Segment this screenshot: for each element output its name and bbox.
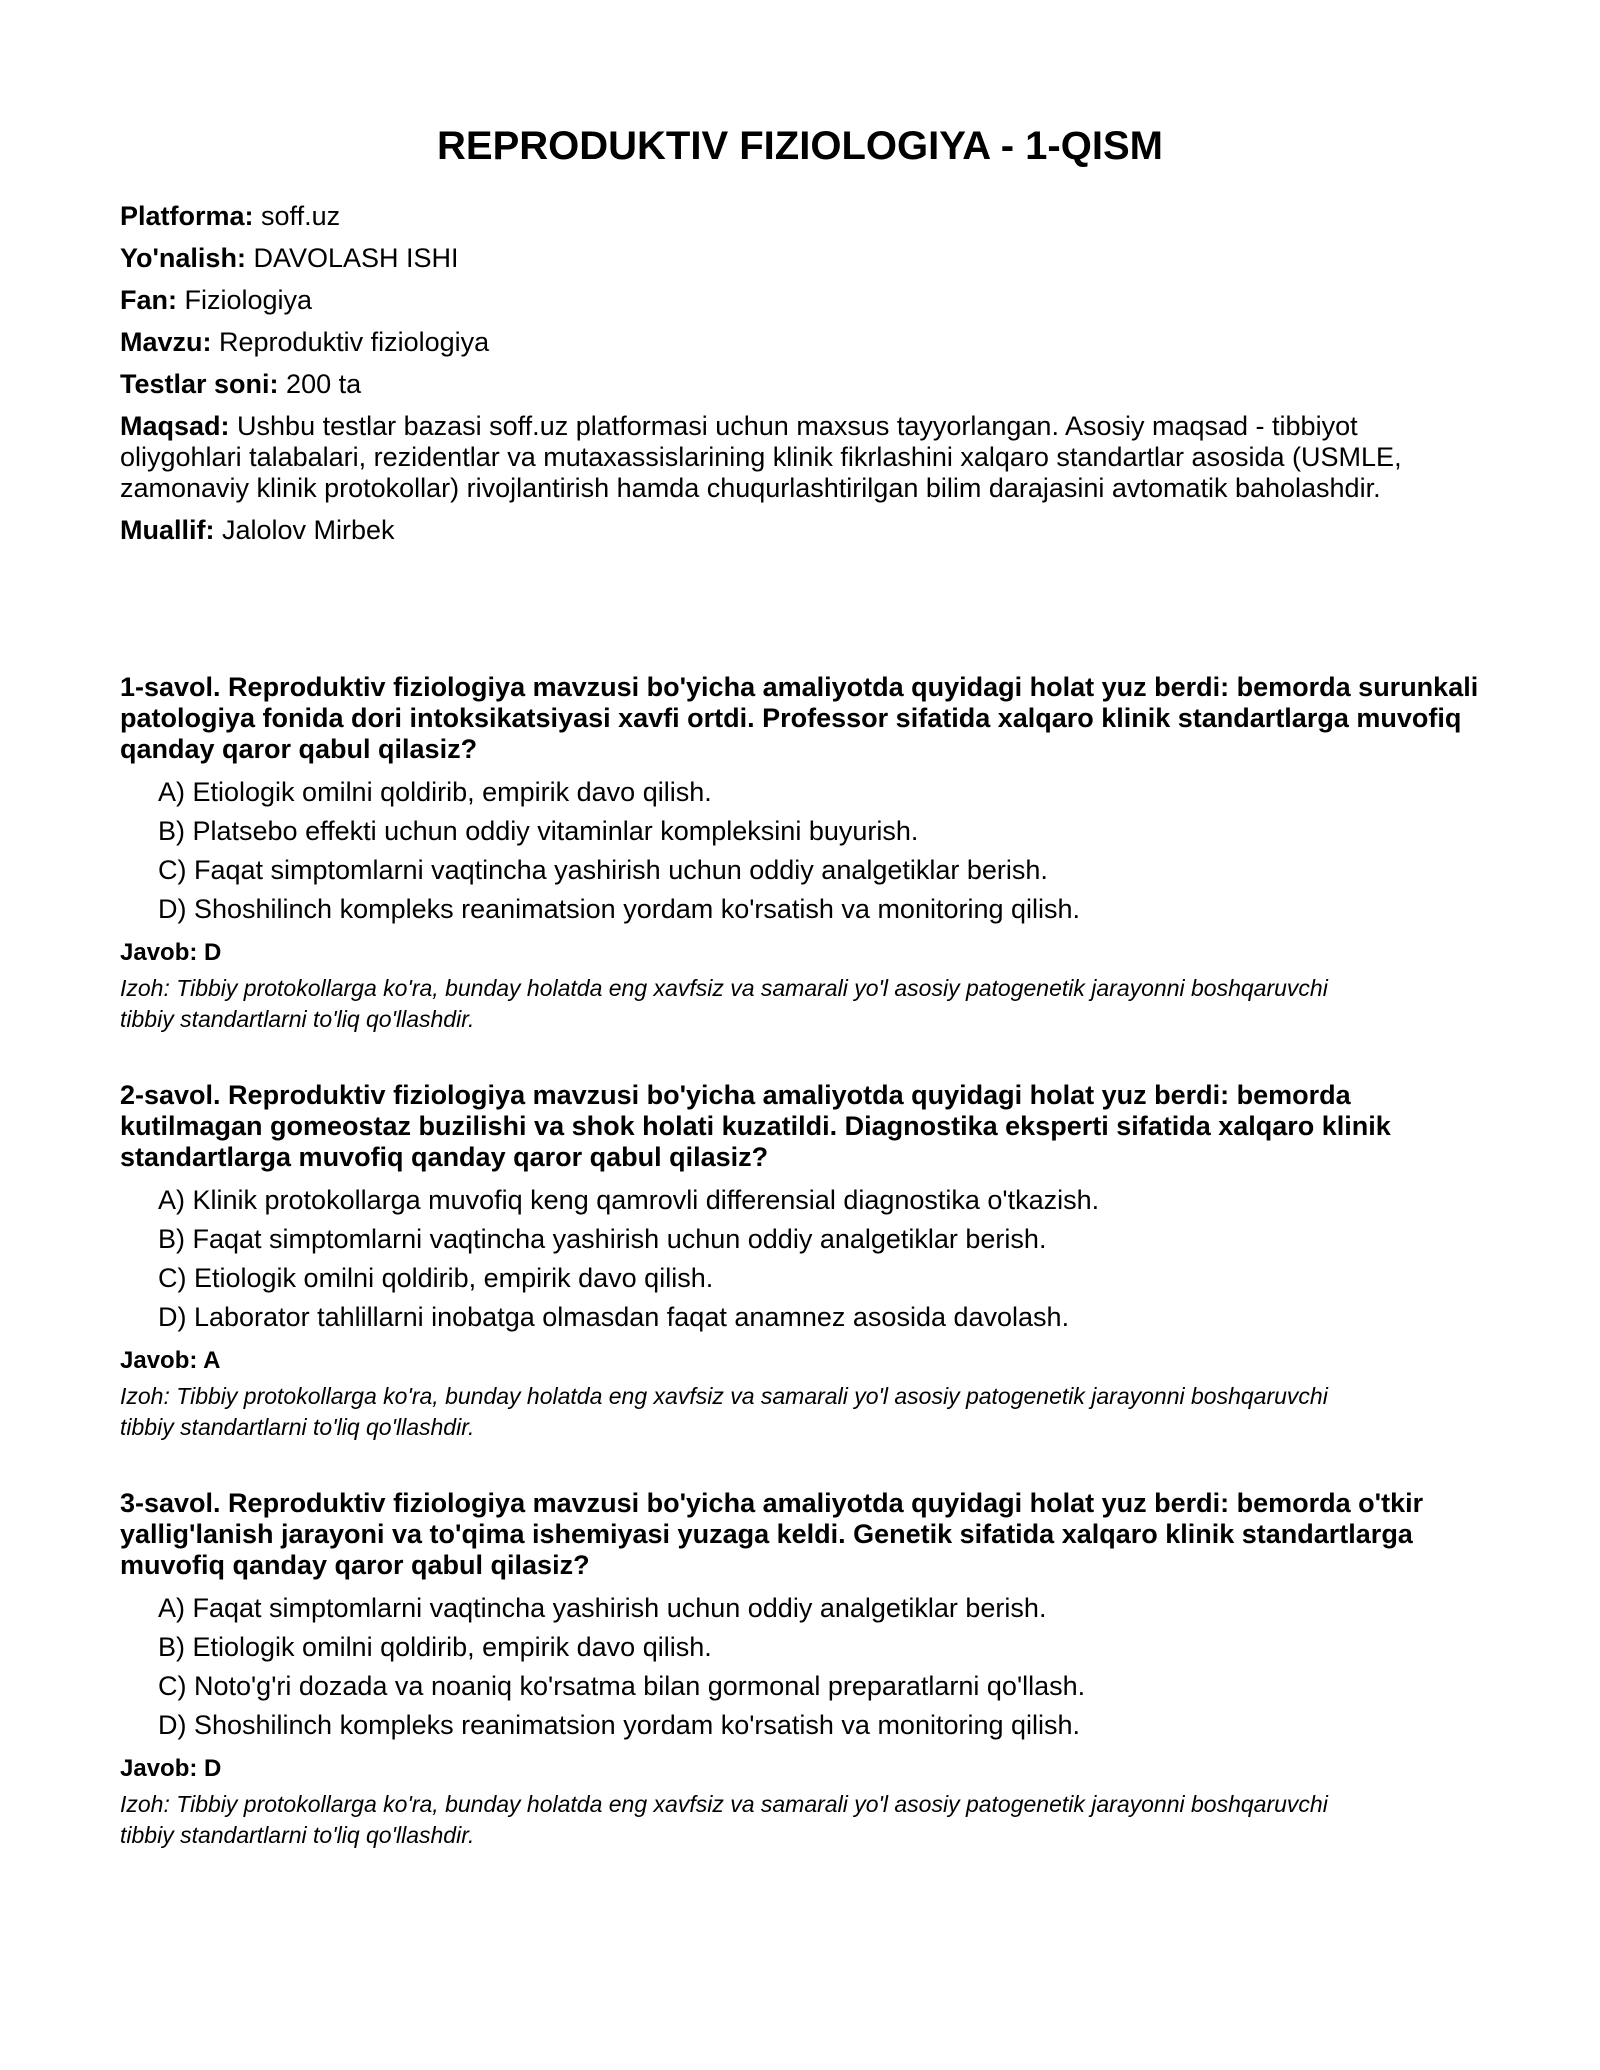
meta-muallif: [120, 515, 1460, 546]
question-block-3: [120, 1488, 1480, 1851]
option-d: D) Shoshilinch kompleks reanimatsion yordam ko'rsatish va monitoring qilish.: [158, 1710, 1081, 1740]
meta-label: Platforma:: [120, 201, 254, 231]
answer-label: Javob: D: [120, 1755, 222, 1782]
meta-value: 200 ta: [278, 369, 362, 399]
option-list: [158, 777, 1480, 925]
explanation-text: Izoh: Tibbiy protokollarga ko'ra, bunday holatda eng xavfsiz va samarali yo'l asosiy patogenetik jarayonni boshqaruvchi tibbiy standartlarni to'liq qo'llashdir.: [120, 975, 1328, 1032]
question-block-2: [120, 1080, 1480, 1443]
question-text: 3-savol. Reproduktiv fiziologiya mavzusi bo'yicha amaliyotda quyidagi holat yuz berdi: bemorda o'tkir yallig'lanish jarayoni va to'qima ishemiyasi yuzaga keldi. Genetik sifatida xalqaro klinik standartlarga muvofiq qanday qaror qabul qilasiz?: [120, 1488, 1424, 1580]
meta-label: Testlar soni:: [120, 369, 279, 399]
meta-value: Reproduktiv fiziologiya: [211, 327, 490, 357]
document-title: REPRODUKTIV FIZIOLOGIYA - 1-QISM: [437, 124, 1163, 168]
answer-label: Javob: D: [120, 939, 222, 966]
meta-value: Jalolov Mirbek: [214, 515, 395, 545]
meta-fan: [120, 285, 1460, 316]
option-c: C) Etiologik omilni qoldirib, empirik davo qilish.: [158, 1263, 714, 1293]
option-c: C) Faqat simptomlarni vaqtincha yashirish uchun oddiy analgetiklar berish.: [158, 855, 1048, 885]
meta-label: Yo'nalish:: [120, 243, 246, 273]
option-a: A) Etiologik omilni qoldirib, empirik davo qilish.: [158, 777, 712, 807]
meta-maqsad: [120, 411, 1460, 504]
answer-label: Javob: A: [120, 1347, 221, 1374]
question-block-1: [120, 672, 1480, 1035]
option-d: D) Shoshilinch kompleks reanimatsion yordam ko'rsatish va monitoring qilish.: [158, 894, 1081, 924]
option-d: D) Laborator tahlillarni inobatga olmasdan faqat anamnez asosida davolash.: [158, 1302, 1070, 1332]
option-b: B) Etiologik omilni qoldirib, empirik davo qilish.: [158, 1632, 712, 1662]
meta-platforma: [120, 201, 1460, 232]
option-a: A) Klinik protokollarga muvofiq keng qamrovli differensial diagnostika o'tkazish.: [158, 1185, 1100, 1215]
meta-yonalish: [120, 243, 1460, 274]
option-b: B) Faqat simptomlarni vaqtincha yashirish uchun oddiy analgetiklar berish.: [158, 1224, 1047, 1254]
meta-label: Mavzu:: [120, 327, 212, 357]
question-text: 2-savol. Reproduktiv fiziologiya mavzusi bo'yicha amaliyotda quyidagi holat yuz berdi: bemorda kutilmagan gomeostaz buzilishi va shok holati kuzatildi. Diagnostika eksperti sifatida xalqaro klinik standartlarga muvofiq qanday qaror qabul qilasiz?: [120, 1080, 1391, 1172]
option-c: C) Noto'g'ri dozada va noaniq ko'rsatma bilan gormonal preparatlarni qo'llash.: [158, 1671, 1086, 1701]
document-metadata: [120, 201, 1460, 557]
meta-value: Ushbu testlar bazasi soff.uz platformasi uchun maxsus tayyorlangan. Asosiy maqsad - tibbiyot oliygohlari talabalari, rezidentlar va mutaxassislarining klinik fikrlashini xalqaro standartlar asosida (USMLE, zamonaviy klinik protokollar) rivojlantirish hamda chuqurlashtirilgan bilim darajasini avtomatik baholashdir.: [120, 411, 1402, 503]
meta-label: Muallif:: [120, 515, 215, 545]
explanation-text: Izoh: Tibbiy protokollarga ko'ra, bunday holatda eng xavfsiz va samarali yo'l asosiy patogenetik jarayonni boshqaruvchi tibbiy standartlarni to'liq qo'llashdir.: [120, 1383, 1328, 1440]
option-list: [158, 1185, 1480, 1333]
question-text: 1-savol. Reproduktiv fiziologiya mavzusi bo'yicha amaliyotda quyidagi holat yuz berdi: bemorda surunkali patologiya fonida dori intoksikatsiyasi xavfi ortdi. Professor sifatida xalqaro klinik standartlarga muvofiq qanday qaror qabul qilasiz?: [120, 672, 1479, 764]
option-a: A) Faqat simptomlarni vaqtincha yashirish uchun oddiy analgetiklar berish.: [158, 1593, 1047, 1623]
option-b: B) Platsebo effekti uchun oddiy vitaminlar kompleksini buyurish.: [158, 816, 919, 846]
meta-testlar-soni: [120, 369, 1460, 400]
option-list: [158, 1593, 1480, 1741]
meta-value: soff.uz: [253, 201, 341, 231]
meta-mavzu: [120, 327, 1460, 358]
explanation-text: Izoh: Tibbiy protokollarga ko'ra, bunday holatda eng xavfsiz va samarali yo'l asosiy patogenetik jarayonni boshqaruvchi tibbiy standartlarni to'liq qo'llashdir.: [120, 1791, 1328, 1848]
meta-value: DAVOLASH ISHI: [245, 243, 459, 273]
meta-value: Fiziologiya: [177, 285, 313, 315]
meta-label: Maqsad:: [120, 411, 230, 441]
meta-label: Fan:: [120, 285, 177, 315]
